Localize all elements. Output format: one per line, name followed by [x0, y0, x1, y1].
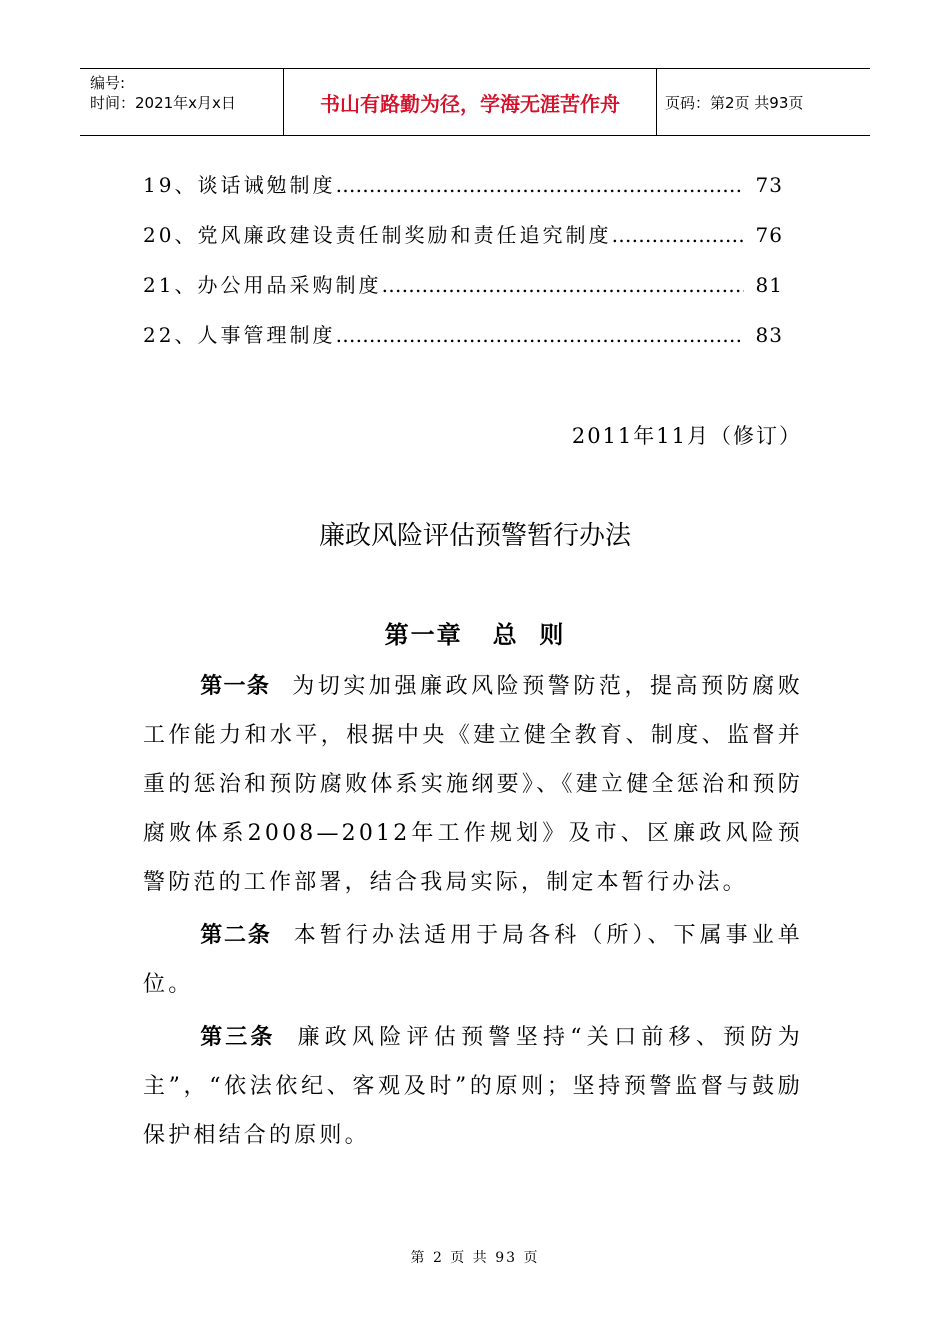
toc-item-page: 73 [755, 173, 783, 197]
toc-item-title: 21、办公用品采购制度 [143, 273, 382, 297]
toc-item-page: 83 [755, 323, 783, 347]
article-paragraph [143, 662, 803, 907]
article-text: 为切实加强廉政风险预警防范，提高预防腐败工作能力和水平，根据中央《建立健全教育、制度、监督并重的惩治和预防腐败体系实施纲要》、《建立健全惩治和预防腐败体系2008—2012年工作规划》及市、区廉政风险预警防范的工作部署，结合我局实际，制定本暂行办法。 [143, 674, 803, 895]
toc-item-page: 81 [755, 273, 783, 297]
header-page-info: 页码：第2页 共93页 [665, 93, 804, 112]
article-paragraph [143, 1013, 803, 1160]
toc-item[interactable] [143, 165, 783, 215]
toc-item-title: 19、谈话诫勉制度 [143, 173, 336, 197]
header-slogan: 书山有路勤为径，学海无涯苦作舟 [283, 69, 657, 135]
document-body [143, 662, 803, 1160]
document-date: 时间：2021年x月x日 [90, 94, 236, 112]
toc-leader-dots [611, 215, 743, 255]
page-footer: 第 2 页 共 93 页 [410, 1250, 540, 1266]
toc-item-page: 76 [755, 223, 783, 247]
document-header [80, 68, 870, 136]
toc-item-title: 22、人事管理制度 [143, 323, 336, 347]
document-title: 廉政风险评估预警暂行办法 [318, 521, 631, 551]
toc-item-title: 20、党风廉政建设责任制奖励和责任追究制度 [143, 223, 612, 247]
toc-item[interactable] [143, 215, 783, 265]
article-text: 廉政风险评估预警坚持“关口前移、预防为主”，“依法依纪、客观及时”的原则；坚持预警监督与鼓励保护相结合的原则。 [143, 1025, 803, 1148]
toc-item[interactable] [143, 315, 783, 365]
toc-item[interactable] [143, 265, 783, 315]
toc-leader-dots [335, 315, 743, 355]
header-meta [80, 69, 283, 135]
article-text: 本暂行办法适用于局各科（所）、下属事业单位。 [143, 923, 803, 997]
chapter-name: 总 则 [492, 620, 566, 649]
toc-leader-dots [381, 265, 743, 305]
table-of-contents [143, 165, 783, 365]
chapter-number: 第一章 [384, 620, 463, 649]
article-label: 第一条 [200, 674, 271, 699]
toc-leader-dots [335, 165, 743, 205]
article-label: 第二条 [200, 923, 272, 948]
article-paragraph [143, 911, 803, 1009]
article-label: 第三条 [200, 1025, 276, 1050]
chapter-heading [0, 615, 950, 650]
revision-date: 2011年11月（修订） [571, 424, 802, 448]
document-number-label: 编号: [90, 74, 126, 92]
